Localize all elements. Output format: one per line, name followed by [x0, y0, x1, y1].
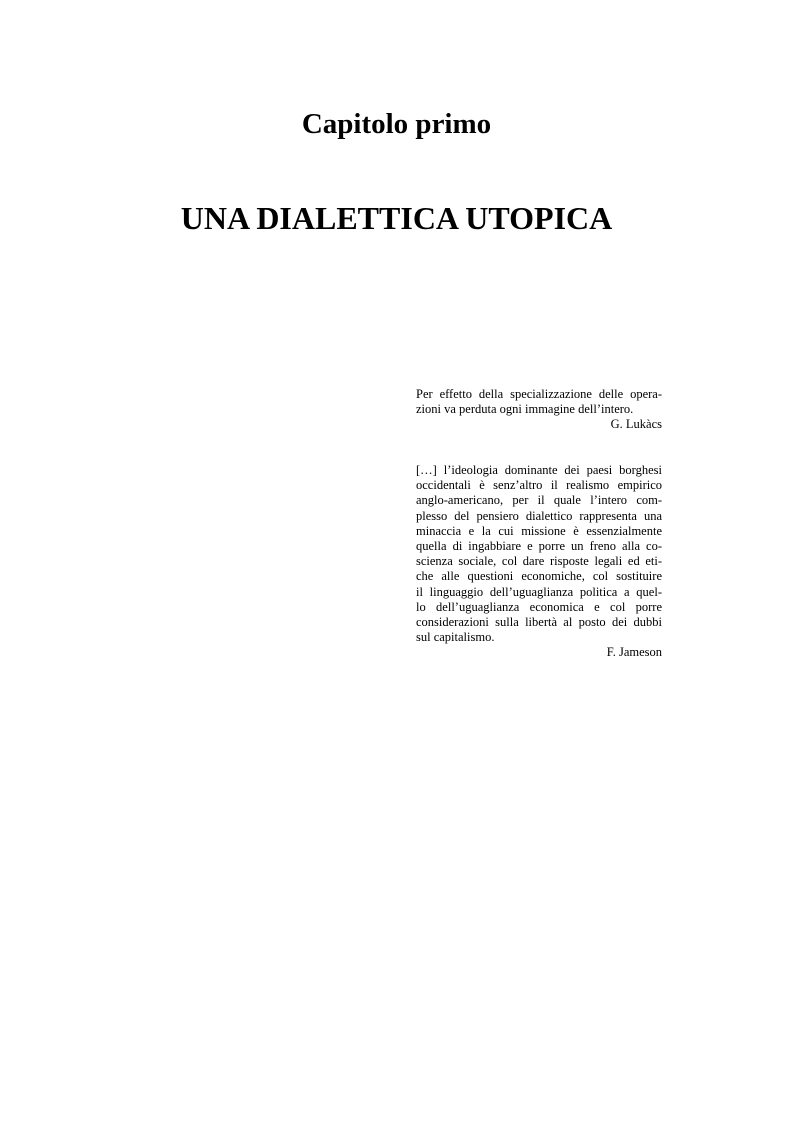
- epigraph-line: sul capitalismo.: [416, 630, 495, 645]
- epigraph-line: Per effetto della specializzazione delle opera-: [416, 387, 662, 401]
- epigraph-line: plesso del pensiero dialettico rappresenta una: [416, 508, 662, 523]
- epigraph-line: occidentali è senz’altro il realismo empirico: [416, 478, 662, 493]
- epigraph-author: G. Lukàcs: [610, 417, 662, 432]
- epigraph-line: scienza sociale, col dare risposte legali ed eti-: [416, 554, 662, 569]
- epigraph-line: che alle questioni economiche, col sostituire: [416, 569, 662, 584]
- epigraph-line: quella di ingabbiare e porre un freno alla co-: [416, 539, 662, 554]
- epigraph-author: F. Jameson: [606, 645, 662, 660]
- chapter-title: UNA DIALETTICA UTOPICA: [180, 200, 613, 236]
- epigraph-text: [416, 463, 662, 645]
- epigraph-jameson: [416, 463, 662, 661]
- epigraph-lukacs: [416, 387, 662, 433]
- epigraph-line: considerazioni sulla libertà al posto dei dubbi: [416, 615, 662, 630]
- epigraph-line: anglo-americano, per il quale l’intero com-: [416, 493, 662, 508]
- epigraph-line: lo dell’uguaglianza economica e col porre: [416, 599, 662, 614]
- epigraph-line: zioni va perduta ogni immagine dell’intero.: [416, 402, 634, 417]
- epigraph-text: [416, 387, 662, 417]
- epigraph-line: minaccia e la cui missione è essenzialmente: [416, 523, 662, 538]
- epigraph-line: il linguaggio dell’uguaglianza politica a quel-: [416, 584, 662, 599]
- epigraph-line: […] l’ideologia dominante dei paesi borghesi: [416, 463, 662, 477]
- chapter-label: Capitolo primo: [301, 108, 492, 140]
